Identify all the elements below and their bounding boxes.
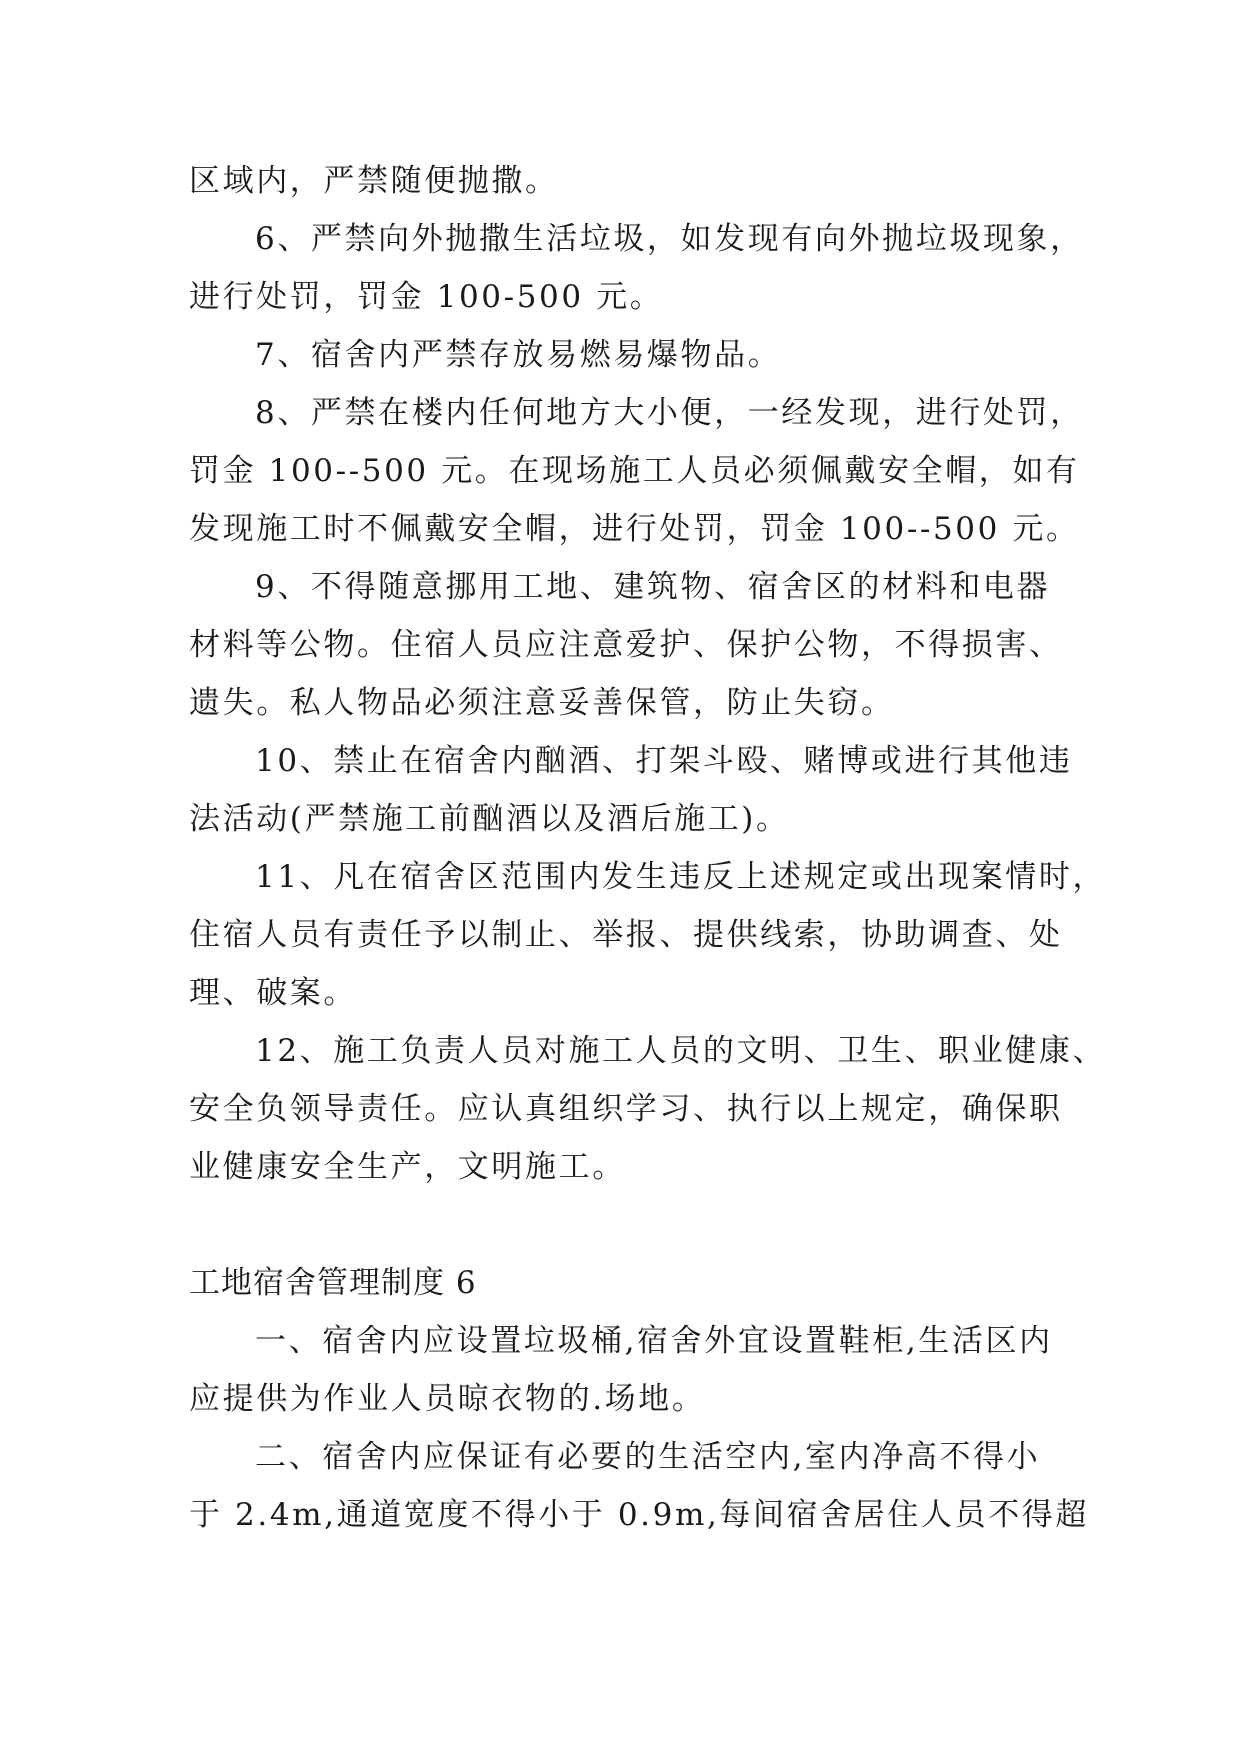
rule-7-start: 7、宿舍内严禁存放易燃易爆物品。 xyxy=(255,337,782,373)
text-line: 进行处罚，罚金 100-500 元。 xyxy=(189,279,664,315)
text-line: 业健康安全生产，文明施工。 xyxy=(189,1149,626,1185)
text-line: 材料等公物。住宿人员应注意爱护、保护公物，不得损害、 xyxy=(189,627,1063,663)
item-1-start: 一、宿舍内应设置垃圾桶,宿舍外宜设置鞋柜,生活区内 xyxy=(255,1323,1053,1359)
rule-10-start: 10、禁止在宿舍内酗酒、打架斗殴、赌博或进行其他违 xyxy=(255,743,1073,779)
rule-12-start: 12、施工负责人员对施工人员的文明、卫生、职业健康、 xyxy=(255,1033,1107,1069)
text-line: 于 2.4m,通道宽度不得小于 0.9m,每间宿舍居住人员不得超 xyxy=(189,1497,1090,1533)
text-line: 发现施工时不佩戴安全帽，进行处罚，罚金 100--500 元。 xyxy=(189,511,1080,547)
text-line: 住宿人员有责任予以制止、举报、提供线索，协助调查、处 xyxy=(189,917,1063,953)
text-line: 区域内，严禁随便抛撒。 xyxy=(189,163,559,199)
section-spacer xyxy=(189,1196,1069,1254)
rule-6-start: 6、严禁向外抛撒生活垃圾，如发现有向外抛垃圾现象， xyxy=(255,221,1084,257)
text-line: 理、破案。 xyxy=(189,975,357,1011)
text-line: 应提供为作业人员晾衣物的.场地。 xyxy=(189,1381,706,1417)
text-line: 罚金 100--500 元。在现场施工人员必须佩戴安全帽，如有 xyxy=(189,453,1080,489)
text-line: 法活动(严禁施工前酗酒以及酒后施工)。 xyxy=(189,801,790,837)
rule-8-start: 8、严禁在楼内任何地方大小便，一经发现，进行处罚， xyxy=(255,395,1084,431)
rule-11-start: 11、凡在宿舍区范围内发生违反上述规定或出现案情时， xyxy=(255,859,1107,895)
section-heading: 工地宿舍管理制度 6 xyxy=(189,1265,477,1301)
document-body xyxy=(189,152,1107,1544)
rule-9-start: 9、不得随意挪用工地、建筑物、宿舍区的材料和电器 xyxy=(255,569,1051,605)
text-line: 遗失。私人物品必须注意妥善保管，防止失窃。 xyxy=(189,685,895,721)
item-2-start: 二、宿舍内应保证有必要的生活空内,室内净高不得小 xyxy=(255,1439,1041,1475)
text-line: 安全负领导责任。应认真组织学习、执行以上规定，确保职 xyxy=(189,1091,1063,1127)
